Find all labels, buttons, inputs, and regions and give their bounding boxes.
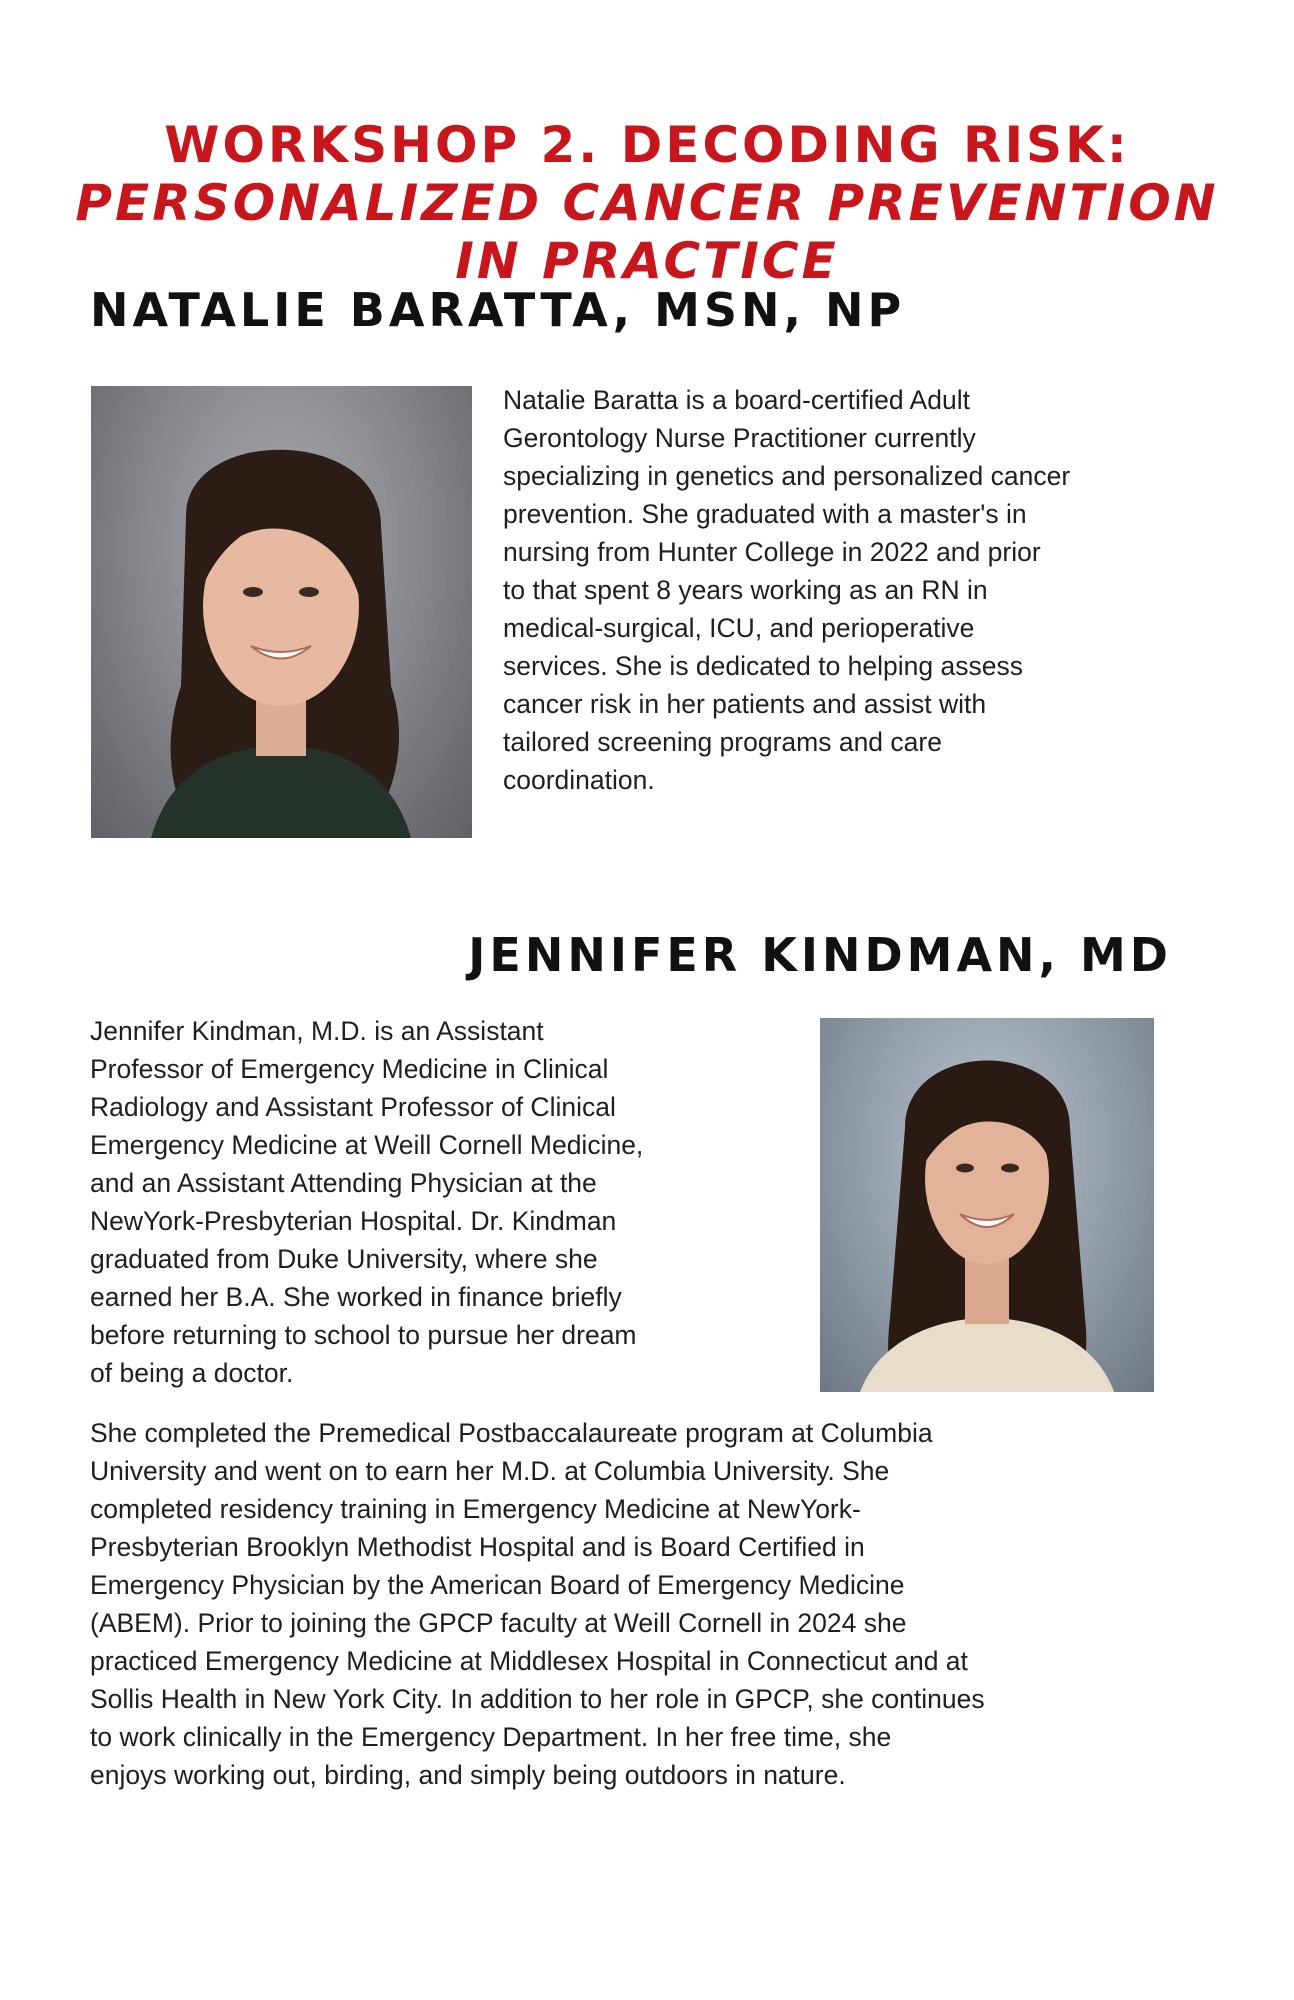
bio-line: NewYork-Presbyterian Hospital. Dr. Kindman bbox=[90, 1206, 617, 1236]
bio-line: nursing from Hunter College in 2022 and prior bbox=[503, 537, 1041, 567]
speaker-bio-baratta bbox=[503, 381, 1203, 799]
bio-line: Natalie Baratta is a board-certified Adult bbox=[503, 385, 970, 415]
bio-line: Emergency Medicine at Weill Cornell Medicine, bbox=[90, 1130, 644, 1160]
title-line-3: IN PRACTICE bbox=[455, 231, 839, 290]
title-line-2: PERSONALIZED CANCER PREVENTION bbox=[75, 173, 1219, 232]
speaker-bio-kindman-continued bbox=[90, 1414, 1210, 1794]
bio-line: tailored screening programs and care bbox=[503, 727, 942, 757]
bio-line: of being a doctor. bbox=[90, 1358, 294, 1388]
bio-line: specializing in genetics and personalized cancer bbox=[503, 461, 1071, 491]
speaker-bio-kindman bbox=[90, 1012, 790, 1392]
bio-line: enjoys working out, birding, and simply being outdoors in nature. bbox=[90, 1760, 846, 1790]
bio-line: Radiology and Assistant Professor of Clinical bbox=[90, 1092, 616, 1122]
bio-line: She completed the Premedical Postbaccalaureate program at Columbia bbox=[90, 1418, 933, 1448]
bio-line: coordination. bbox=[503, 765, 655, 795]
speaker-photo-baratta bbox=[91, 386, 472, 838]
bio-line: to that spent 8 years working as an RN in bbox=[503, 575, 988, 605]
bio-line: Emergency Physician by the American Board of Emergency Medicine bbox=[90, 1570, 905, 1600]
speaker-name-baratta: NATALIE BARATTA, MSN, NP bbox=[90, 283, 906, 337]
bio-line: before returning to school to pursue her dream bbox=[90, 1320, 637, 1350]
bio-line: medical-surgical, ICU, and perioperative bbox=[503, 613, 975, 643]
bio-line: cancer risk in her patients and assist with bbox=[503, 689, 987, 719]
bio-line: University and went on to earn her M.D. at Columbia University. She bbox=[90, 1456, 890, 1486]
bio-line: Gerontology Nurse Practitioner currently bbox=[503, 423, 976, 453]
speaker-name-kindman: JENNIFER KINDMAN, MD bbox=[468, 928, 1172, 982]
workshop-title bbox=[0, 116, 1294, 290]
bio-line: and an Assistant Attending Physician at the bbox=[90, 1168, 597, 1198]
bio-line: completed residency training in Emergency Medicine at NewYork- bbox=[90, 1494, 861, 1524]
portrait-illustration bbox=[91, 386, 472, 838]
bio-line: earned her B.A. She worked in finance briefly bbox=[90, 1282, 622, 1312]
bio-line: Sollis Health in New York City. In addition to her role in GPCP, she continues bbox=[90, 1684, 985, 1714]
title-line-1: WORKSHOP 2. DECODING RISK: bbox=[164, 115, 1130, 174]
speaker-photo-kindman bbox=[820, 1018, 1154, 1392]
bio-line: (ABEM). Prior to joining the GPCP faculty at Weill Cornell in 2024 she bbox=[90, 1608, 907, 1638]
bio-line: services. She is dedicated to helping assess bbox=[503, 651, 1023, 681]
portrait-illustration bbox=[820, 1018, 1154, 1392]
bio-line: practiced Emergency Medicine at Middlesex Hospital in Connecticut and at bbox=[90, 1646, 968, 1676]
bio-line: prevention. She graduated with a master's in bbox=[503, 499, 1027, 529]
bio-line: Jennifer Kindman, M.D. is an Assistant bbox=[90, 1016, 544, 1046]
bio-line: graduated from Duke University, where she bbox=[90, 1244, 598, 1274]
bio-line: Presbyterian Brooklyn Methodist Hospital and is Board Certified in bbox=[90, 1532, 865, 1562]
bio-line: to work clinically in the Emergency Department. In her free time, she bbox=[90, 1722, 892, 1752]
bio-line: Professor of Emergency Medicine in Clinical bbox=[90, 1054, 609, 1084]
